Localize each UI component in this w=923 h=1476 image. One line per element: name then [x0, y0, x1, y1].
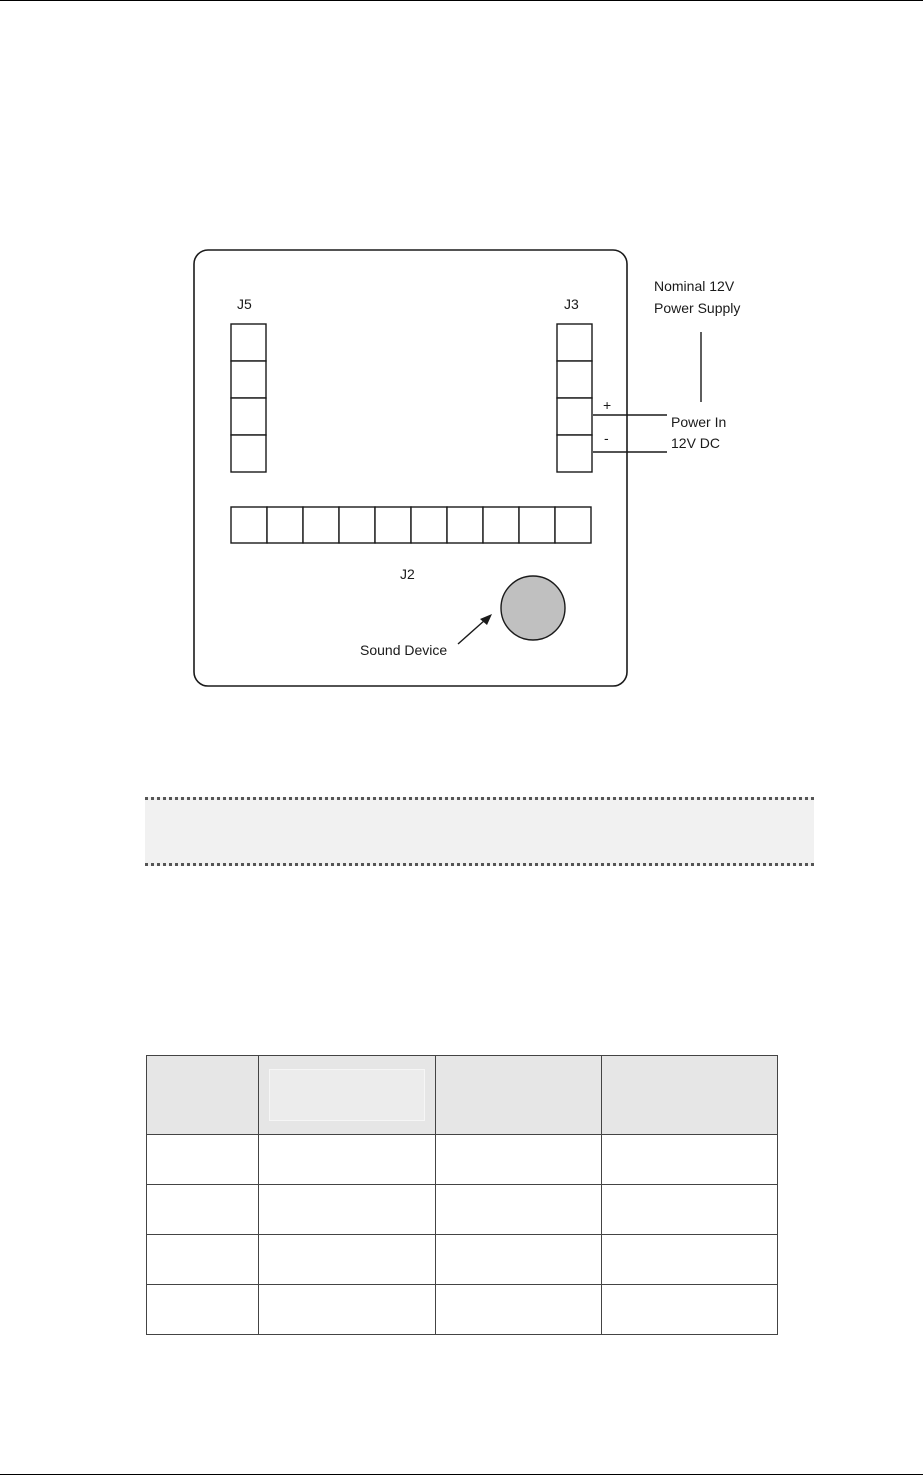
- spec-table-wrapper: [146, 1055, 777, 1335]
- j5-terminal: [231, 398, 266, 435]
- j2-connector: [231, 507, 591, 543]
- j2-terminal: [555, 507, 591, 543]
- j2-terminal: [339, 507, 375, 543]
- table-cell: [259, 1185, 436, 1235]
- table-cell: [602, 1185, 778, 1235]
- table-header-cell: [602, 1056, 778, 1135]
- j5-terminal: [231, 324, 266, 361]
- table-cell: [259, 1285, 436, 1335]
- table-cell: [147, 1285, 259, 1335]
- table-row: [147, 1185, 778, 1235]
- table-cell: [436, 1235, 602, 1285]
- table-header-cell: [147, 1056, 259, 1135]
- j2-terminal: [519, 507, 555, 543]
- j3-terminal: [557, 398, 592, 435]
- j3-terminal: [557, 361, 592, 398]
- j2-terminal: [231, 507, 267, 543]
- j2-terminal: [483, 507, 519, 543]
- j2-label: J2: [400, 566, 415, 582]
- table-cell: [602, 1285, 778, 1335]
- j5-connector: [231, 324, 266, 472]
- table-row: [147, 1135, 778, 1185]
- table-row: [147, 1285, 778, 1335]
- j3-terminal: [557, 435, 592, 472]
- power-in-label-line2: 12V DC: [671, 435, 721, 451]
- j5-terminal: [231, 435, 266, 472]
- table-cell: [436, 1135, 602, 1185]
- table-header-text: [269, 1069, 425, 1121]
- j3-terminal: [557, 324, 592, 361]
- j5-terminal: [231, 361, 266, 398]
- sound-device-circle: [501, 576, 565, 640]
- j5-label: J5: [237, 296, 252, 312]
- board-diagram: [0, 0, 923, 720]
- j3-label: J3: [564, 296, 579, 312]
- j2-terminal: [411, 507, 447, 543]
- table-cell: [602, 1235, 778, 1285]
- supply-label-line1: Nominal 12V: [654, 278, 735, 294]
- j3-connector: [557, 324, 592, 472]
- table-header-row: [147, 1056, 778, 1135]
- minus-sign: -: [604, 430, 609, 446]
- spec-table: [146, 1055, 778, 1335]
- table-header-cell: [259, 1056, 436, 1135]
- table-cell: [436, 1185, 602, 1235]
- plus-sign: +: [603, 397, 612, 413]
- j2-terminal: [303, 507, 339, 543]
- j2-terminal: [267, 507, 303, 543]
- table-cell: [147, 1235, 259, 1285]
- table-cell: [147, 1185, 259, 1235]
- j2-terminal: [375, 507, 411, 543]
- table-cell: [259, 1235, 436, 1285]
- table-cell: [602, 1135, 778, 1185]
- supply-label-line2: Power Supply: [654, 300, 741, 316]
- power-in-label-line1: Power In: [671, 414, 727, 430]
- table-header-cell: [436, 1056, 602, 1135]
- table-cell: [147, 1135, 259, 1185]
- table-row: [147, 1235, 778, 1285]
- j2-terminal: [447, 507, 483, 543]
- table-cell: [436, 1285, 602, 1335]
- sound-device-label: Sound Device: [360, 642, 448, 658]
- note-box: [145, 797, 814, 866]
- page-footer-rule: [0, 1474, 923, 1475]
- table-cell: [259, 1135, 436, 1185]
